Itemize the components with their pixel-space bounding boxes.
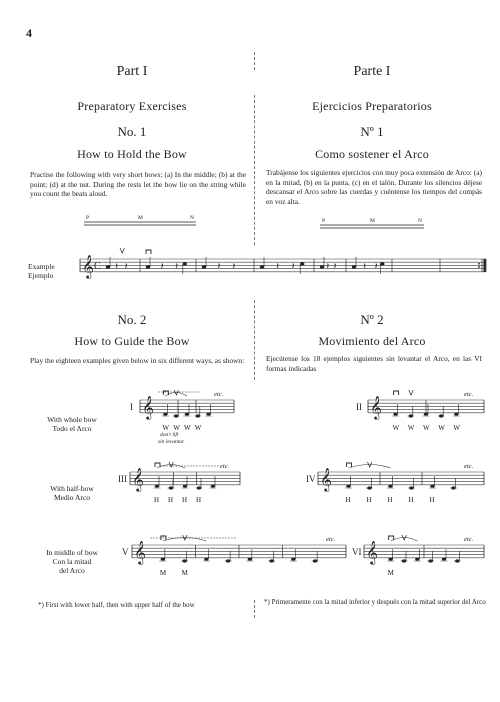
bow-letter: W bbox=[392, 424, 400, 432]
bow-position-marker: M bbox=[370, 218, 375, 224]
rest-symbol: 𝄽 bbox=[217, 262, 221, 272]
example-label-en: Example bbox=[28, 262, 55, 271]
treble-clef: 𝄞 bbox=[82, 254, 94, 278]
treble-clef: 𝄞 bbox=[370, 395, 382, 419]
row-label-line: Todo el Arco bbox=[52, 424, 92, 433]
bow-letter: H bbox=[345, 496, 351, 504]
note-head bbox=[260, 265, 264, 268]
bow-position-marker: P bbox=[86, 215, 90, 221]
bow-position-marker: M bbox=[138, 215, 143, 221]
exercise-number: Nº 2 bbox=[360, 312, 384, 327]
down-bow-mark bbox=[347, 463, 352, 467]
roman-numeral: I bbox=[130, 402, 133, 412]
rest-symbol: 𝄽 bbox=[276, 262, 279, 272]
bow-letter: H bbox=[429, 496, 435, 504]
rest-symbol: 𝄽 bbox=[326, 262, 330, 272]
row-label-line: del Arco bbox=[59, 566, 85, 575]
treble-clef: 𝄞 bbox=[134, 540, 146, 564]
instruction-paragraph: Practise the following with very short bows; (a) In the middle; (b) at the point; (d) at the nut. During the rests let the bow lie on the string while you count the beats aloud. bbox=[30, 170, 246, 199]
row-label-line: With half-bow bbox=[50, 484, 94, 493]
bow-letter: H bbox=[366, 496, 372, 504]
etc-marker: etc. bbox=[464, 463, 474, 470]
bow-letter: M bbox=[159, 569, 167, 577]
bow-instruction: sin levantar bbox=[158, 439, 185, 445]
bow-letter: M bbox=[181, 569, 188, 577]
etc-marker: etc. bbox=[220, 463, 230, 470]
note-head bbox=[183, 262, 187, 265]
rest-symbol: 𝄽 bbox=[374, 262, 378, 272]
bow-letter: H bbox=[408, 496, 414, 504]
exercise-number: No. 2 bbox=[117, 312, 147, 327]
bow-letter: M bbox=[387, 569, 394, 577]
note-head bbox=[454, 412, 458, 415]
etc-marker: etc. bbox=[214, 391, 224, 398]
rest-symbol: 𝄽 bbox=[333, 262, 337, 272]
roman-numeral: VI bbox=[352, 547, 362, 557]
note-head bbox=[415, 557, 419, 560]
exercise-title: How to Hold the Bow bbox=[77, 147, 187, 161]
rest-symbol: 𝄽 bbox=[115, 262, 118, 272]
bow-letter: W bbox=[453, 424, 461, 432]
note-head bbox=[300, 262, 304, 265]
etc-marker: etc. bbox=[464, 391, 474, 398]
note-head bbox=[291, 557, 295, 560]
footnote-english: *) First with lower half, then with upper half of the bow bbox=[38, 601, 195, 609]
instruction-paragraph: Play the eighteen examples given below in six different ways, as shown: bbox=[30, 356, 245, 365]
note-head bbox=[442, 557, 446, 560]
down-bow-mark bbox=[394, 391, 399, 395]
note-head bbox=[146, 265, 150, 268]
note-head bbox=[352, 265, 356, 268]
treble-clef: 𝄞 bbox=[142, 395, 154, 419]
bow-letter: H bbox=[182, 496, 188, 504]
rest-symbol: 𝄽 bbox=[363, 262, 367, 272]
note-head bbox=[248, 557, 252, 560]
bow-letter: W bbox=[173, 424, 180, 432]
down-bow-mark bbox=[155, 463, 160, 467]
roman-numeral: III bbox=[118, 474, 127, 484]
up-bow-mark bbox=[120, 248, 124, 253]
note-head bbox=[161, 557, 165, 560]
row-label-line: Con la mitad bbox=[52, 557, 92, 566]
rest-symbol: 𝄽 bbox=[160, 262, 164, 272]
bow-letter: H bbox=[387, 496, 393, 504]
down-bow-mark bbox=[146, 250, 151, 254]
bow-letter: H bbox=[154, 496, 160, 504]
note-head bbox=[424, 412, 428, 415]
note-head bbox=[388, 557, 392, 560]
part-title: Parte I bbox=[353, 64, 391, 79]
note-head bbox=[204, 557, 208, 560]
note-head bbox=[202, 265, 206, 268]
note-head bbox=[393, 412, 397, 415]
repeat-dot bbox=[478, 263, 480, 265]
treble-clef: 𝄞 bbox=[320, 467, 332, 491]
treble-clef: 𝄞 bbox=[366, 540, 378, 564]
exercise-number: No. 1 bbox=[117, 124, 147, 139]
note-head bbox=[380, 262, 384, 265]
note-head bbox=[185, 412, 189, 415]
rest-symbol: 𝄽 bbox=[291, 262, 295, 272]
exercise-number: Nº 1 bbox=[360, 124, 384, 139]
instruction-paragraph: Trabájense los siguientes ejercicios con muy poca extensión de Arco: (a) en la mitad, (b) en la punta, (c) en el talón. Durante los silencios déjese descansar el Arco sobre las cuerdas y cuéntense los tiempos del compás en voz alta. bbox=[266, 168, 482, 206]
roman-numeral: IV bbox=[306, 474, 316, 484]
row-label-line: In middle of bow bbox=[46, 548, 98, 557]
bow-letter: W bbox=[184, 424, 191, 432]
down-bow-mark bbox=[389, 536, 394, 540]
exercise-title: How to Guide the Bow bbox=[74, 334, 190, 348]
note-head bbox=[211, 484, 215, 487]
note-head bbox=[183, 484, 187, 487]
note-head bbox=[206, 412, 210, 415]
bow-letter: W bbox=[194, 424, 202, 432]
footnote-spanish: *) Primeramente con la mitad inferior y después con la mitad superior del Arco bbox=[264, 598, 486, 606]
bow-letter: H bbox=[196, 496, 202, 504]
rest-symbol: 𝄽 bbox=[124, 262, 128, 272]
exercise-title: Movimiento del Arco bbox=[318, 334, 426, 348]
etc-marker: etc. bbox=[464, 536, 474, 543]
etc-marker: etc. bbox=[326, 536, 336, 543]
rest-symbol: 𝄽 bbox=[232, 262, 236, 272]
note-head bbox=[155, 484, 159, 487]
rest-symbol: 𝄽 bbox=[175, 262, 178, 272]
bow-position-marker: N bbox=[190, 215, 194, 221]
bow-instruction: don't lift bbox=[160, 432, 179, 438]
bow-position-marker: P bbox=[322, 218, 326, 224]
note-head bbox=[163, 412, 167, 415]
section-subtitle: Preparatory Exercises bbox=[77, 99, 187, 113]
row-label-line: Medio Arco bbox=[53, 493, 91, 502]
note-head bbox=[320, 265, 324, 268]
page-number: 4 bbox=[26, 26, 32, 40]
roman-numeral: II bbox=[356, 402, 362, 412]
row-label-line: With whole bow bbox=[47, 415, 97, 424]
example-label-es: Ejemplo bbox=[28, 271, 54, 280]
up-bow-mark bbox=[409, 390, 413, 395]
time-signature: C bbox=[94, 261, 101, 272]
instruction-paragraph: Ejecútense los 18 ejemplos siguientes sin levantar el Arco, en las VI formas indicadas bbox=[266, 354, 482, 373]
part-title: Part I bbox=[116, 64, 148, 79]
bow-letter: W bbox=[423, 424, 430, 432]
note-head bbox=[346, 484, 350, 487]
note-head bbox=[106, 265, 110, 268]
treble-clef: 𝄞 bbox=[132, 467, 144, 491]
note-head bbox=[388, 484, 392, 487]
bow-letter: H bbox=[168, 496, 174, 504]
bow-letter: W bbox=[438, 424, 445, 432]
roman-numeral: V bbox=[122, 547, 129, 557]
repeat-dot bbox=[478, 266, 480, 268]
bow-letter: W bbox=[407, 424, 415, 432]
bow-position-marker: N bbox=[418, 218, 422, 224]
exercise-title: Como sostener el Arco bbox=[315, 147, 429, 161]
bow-letter: W bbox=[162, 424, 170, 432]
section-subtitle: Ejercicios Preparatorios bbox=[312, 99, 432, 113]
note-head bbox=[430, 484, 434, 487]
